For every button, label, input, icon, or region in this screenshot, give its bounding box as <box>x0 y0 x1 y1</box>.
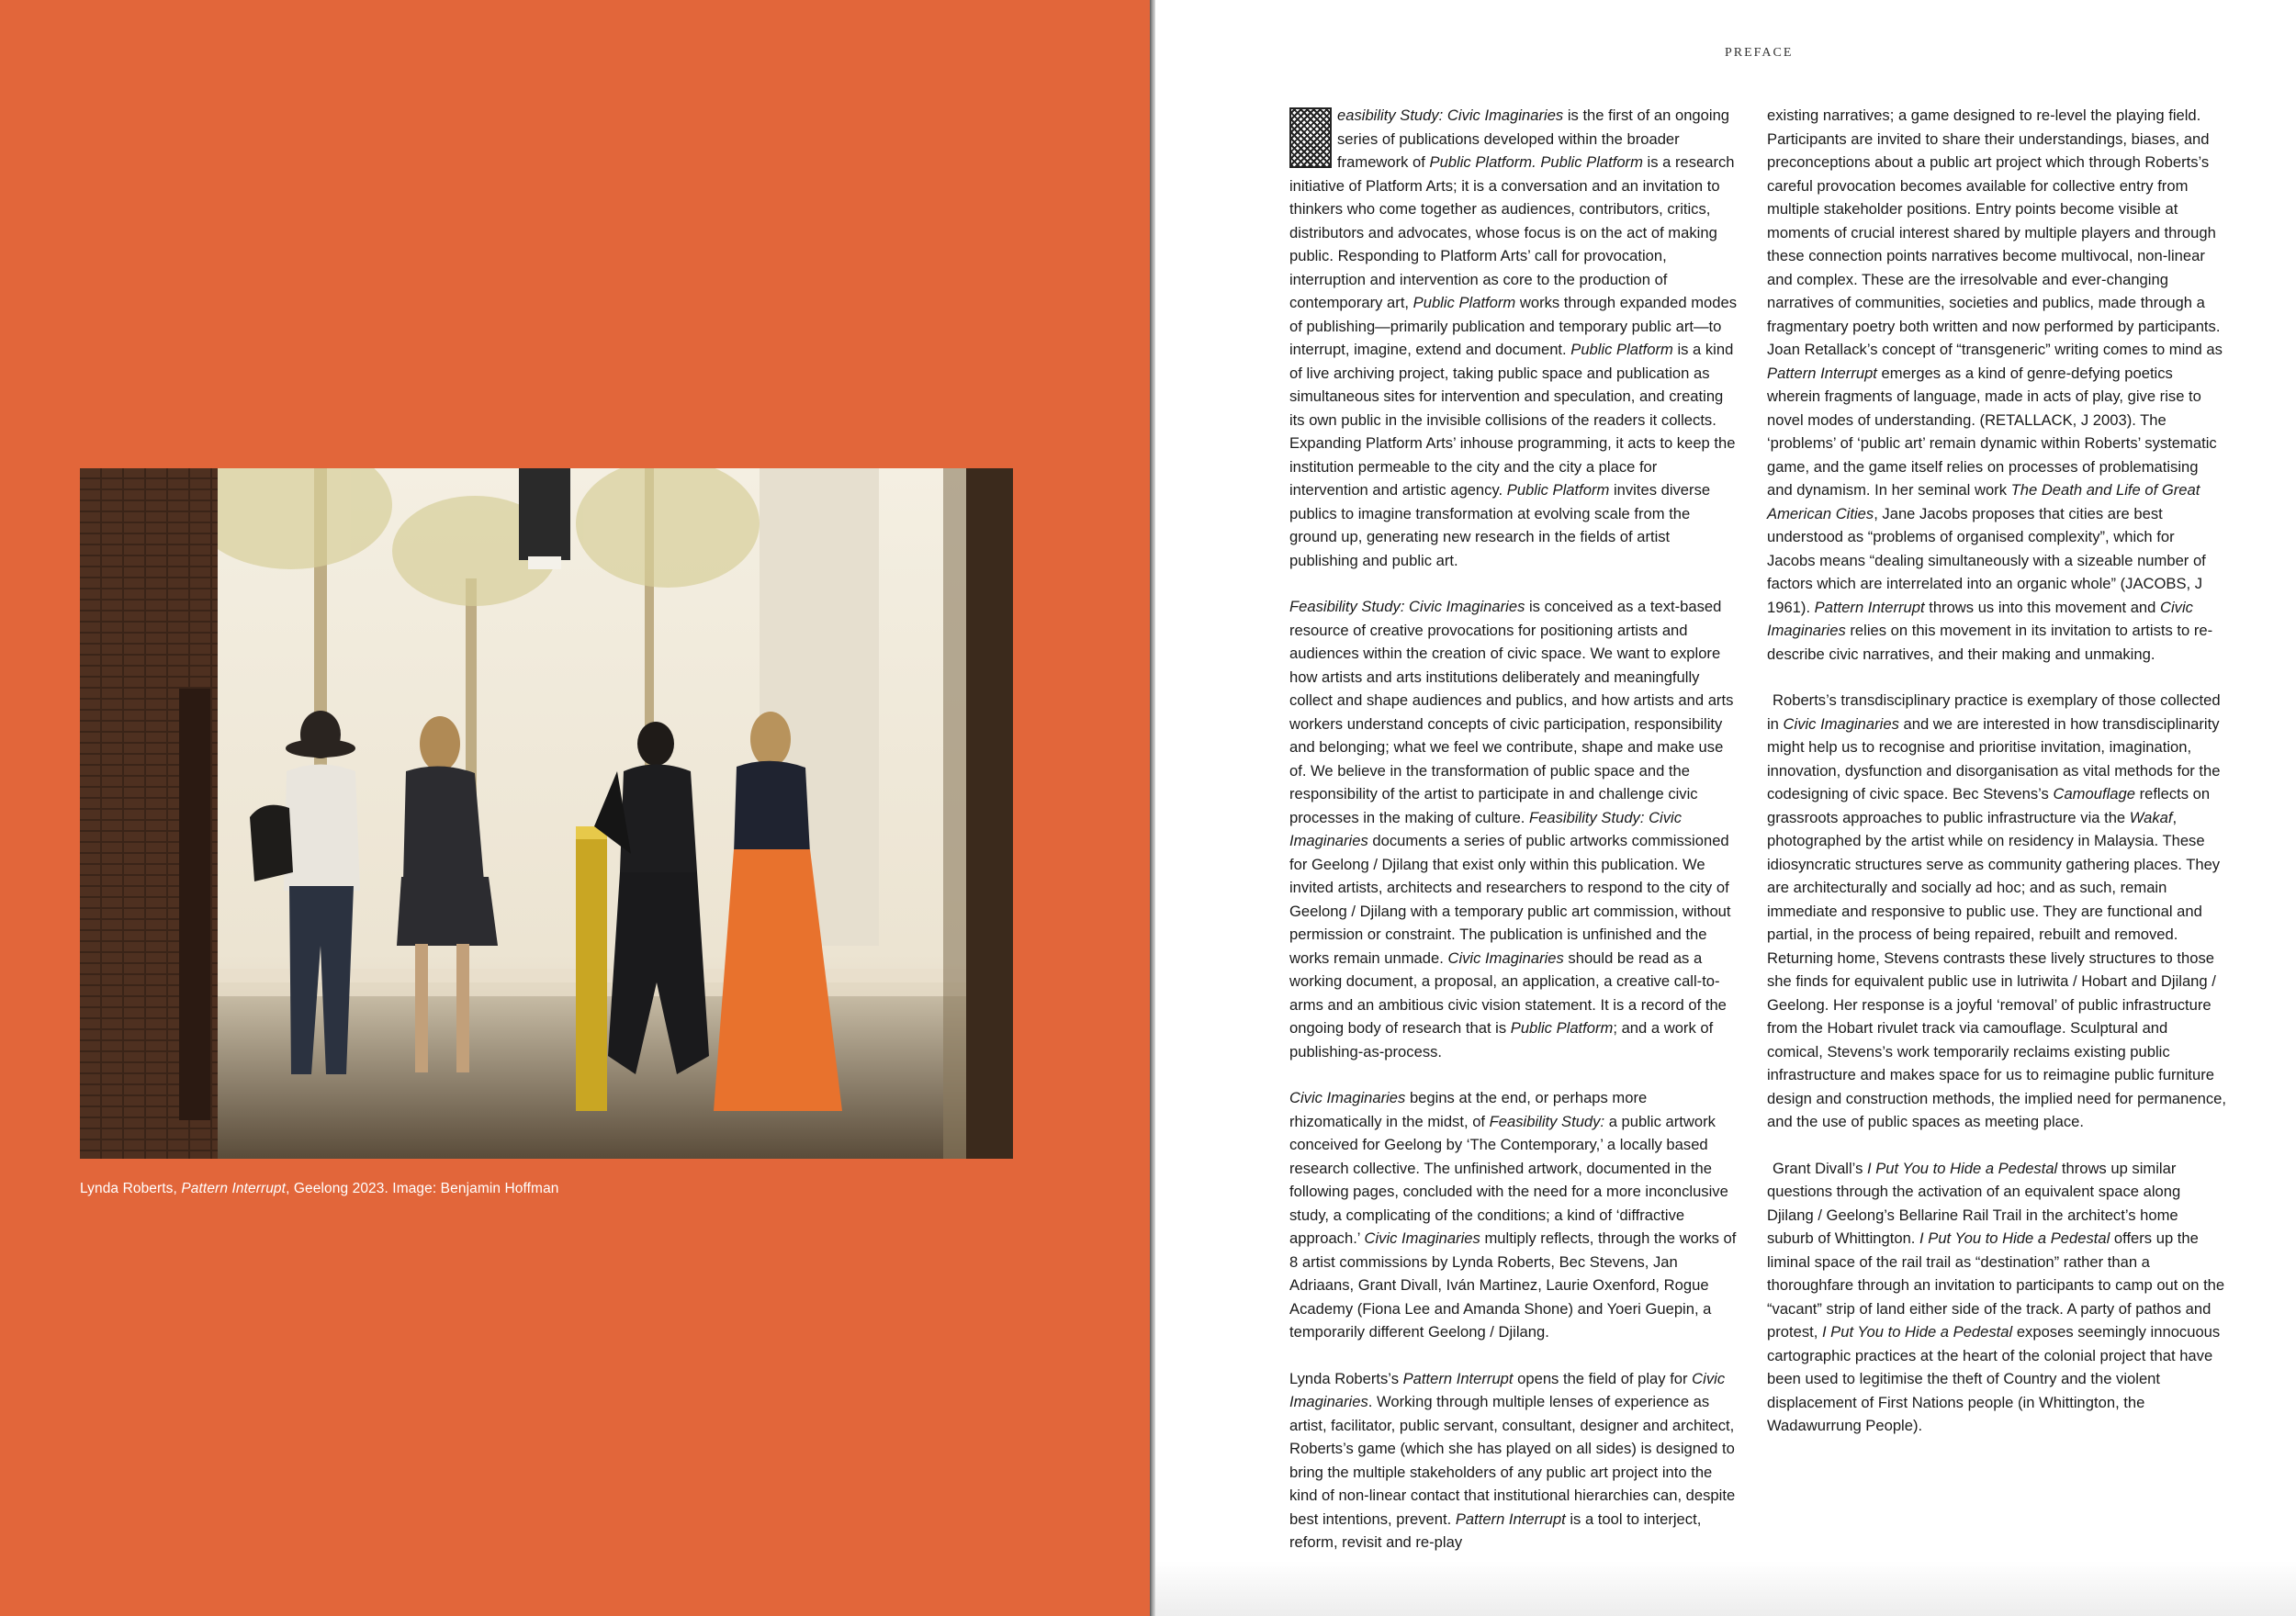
italic-title: Pattern Interrupt <box>1402 1369 1514 1387</box>
text-run: . Working through multiple lenses of experience as artist, facilitator, public servant, consultant, designer and architect, Roberts’s game (which she has played on all sides) is designed to bring the multiple stakeholders of any public art project into the kind of non-linear contact that institutional hierarchies can, despite best intentions, prevent. <box>1289 1393 1736 1528</box>
text-run: multiply reflects, through the works of 8 artist commissions by Lynda Roberts, Bec Stevens, Jan Adriaans, Grant Divall, Iván Martinez, Laurie Oxenford, Rogue Academy (Fiona Lee and Amanda Shone) and Yoeri Guepin, a temporarily different Geelong / Djilang. <box>1289 1229 1737 1341</box>
text-run: should be read as a working document, a proposal, an application, a creative call-to-arms and an ambitious civic vision statement. It is a record of the ongoing body of research that is <box>1289 948 1727 1037</box>
text-run: and we are interested in how transdisciplinarity might help us to recognise and prioritise invitation, imagination, innovation, dysfunction and disorganisation as vital methods for the codesigning of civic space. Bec Stevens’s <box>1767 714 2221 802</box>
paragraph <box>1767 104 2226 666</box>
italic-title: Civic Imaginaries <box>1364 1229 1480 1247</box>
italic-title: The Death and Life of Great American Cities <box>1767 481 2200 522</box>
text-run: is conceived as a text-based resource of creative provocations for positioning artists and audiences within the creation of civic space. We want to explore how artists and arts institutions deliberately and meaningfully collect and shape audiences and publics, and how artists and arts workers understand concepts of civic participation, responsibility and belonging; what we feel we contribute, shape and make use of. We believe in the transformation of public space and the responsibility of the artist to participate in and challenge civic processes in the making of culture. <box>1289 598 1734 826</box>
text-run: is a research initiative of Platform Arts; it is a conversation and an invitation to thinkers who come together as audiences, contributors, critics, distributors and advocates, whose focus is on the act of making public. Responding to Platform Arts’ call for provocation, interruption and intervention as core to the production of contemporary art, <box>1289 153 1735 311</box>
photograph <box>80 468 1013 1159</box>
paragraph <box>1767 1157 2226 1438</box>
italic-title: Public Platform. Public Platform <box>1429 153 1643 171</box>
italic-title: Feasibility Study: <box>1489 1112 1605 1130</box>
italic-title: Civic Imaginaries <box>1767 598 2193 639</box>
caption-work-title: Pattern Interrupt <box>181 1181 287 1196</box>
text-run: is a tool to interject, reform, revisit and re-play <box>1289 1509 1702 1551</box>
text-run: documents a series of public artworks commissioned for Geelong / Djilang that exist only within this publication. We invited artists, architects and researchers to respond to the city of Geelong / Djilang with a temporary public art commission, without permission or constraint. The publication is unfinished and the works remain unmade. <box>1289 832 1731 967</box>
text-run: reflects on grassroots approaches to public infrastructure via the <box>1767 785 2211 826</box>
italic-title: Civic Imaginaries <box>1289 1089 1406 1106</box>
text-run: throws up similar questions through the activation of an equivalent space along Djilang / Geelong’s Bellarine Rail Trail in the architect’s home suburb of Whittington. <box>1767 1159 2181 1247</box>
text-run: exposes seemingly innocuous cartographic practices at the heart of the colonial project that have been used to legitimise the theft of Country and the violent displacement of First Nations people (in Whittington, the Wadawurrung People). <box>1767 1323 2221 1434</box>
text-run: throws us into this movement and <box>1924 598 2160 616</box>
italic-title: Pattern Interrupt <box>1814 598 1925 616</box>
text-run: Lynda Roberts’s <box>1289 1369 1403 1387</box>
italic-title: Public Platform <box>1412 294 1516 311</box>
text-run: works through expanded modes of publishing—primarily publication and temporary public art—to interrupt, imagine, extend and document. <box>1289 294 1738 358</box>
caption-credit-end: , Geelong 2023. Image: Benjamin Hoffman <box>286 1181 559 1196</box>
text-run: a public artwork conceived for Geelong by ‘The Contemporary,’ a locally based research collective. The unfinished artwork, documented in the following pages, concluded with the need for a more inconclusive study, a complicating of the conditions; a kind of ‘diffractive approach.’ <box>1289 1112 1728 1247</box>
text-run: begins at the end, or perhaps more rhizomatically in the midst, of <box>1289 1089 1648 1130</box>
paragraph <box>1767 689 2226 1134</box>
text-run: Grant Divall’s <box>1773 1159 1867 1177</box>
paragraph <box>1289 104 1739 572</box>
italic-title: Wakaf <box>2129 808 2173 826</box>
italic-title: I Put You to Hide a Pedestal <box>1919 1229 2110 1247</box>
photo-caption <box>80 1181 559 1197</box>
italic-title: Civic Imaginaries <box>1783 714 1899 733</box>
decorative-dropcap-icon <box>1289 107 1332 168</box>
italic-title: Feasibility Study: Civic Imaginaries <box>1289 598 1525 615</box>
italic-title: Pattern Interrupt <box>1767 364 1877 382</box>
italic-title: Camouflage <box>2053 785 2135 802</box>
italic-title: Civic Imaginaries <box>1447 948 1564 967</box>
text-column-right <box>1767 104 2226 1461</box>
text-run: ; and a work of publishing-as-process. <box>1289 1019 1714 1060</box>
text-run: Roberts’s transdisciplinary practice is exemplary of those collected in <box>1767 691 2221 733</box>
italic-title: Public Platform <box>1510 1019 1614 1037</box>
italic-title: Public Platform <box>1570 341 1673 358</box>
italic-title: easibility Study: Civic Imaginaries <box>1337 107 1564 124</box>
paragraph <box>1289 595 1739 1063</box>
text-run: is the first of an ongoing series of publications developed within the broader framework of <box>1337 107 1730 171</box>
text-run: offers up the liminal space of the rail trail as “destination” rather than a thoroughfare through an invitation to participants to camp out on the “vacant” strip of land either side of the track. A party of pathos and protest, <box>1767 1229 2225 1341</box>
running-head: PREFACE <box>1725 46 1794 60</box>
text-column-left <box>1289 104 1739 1577</box>
italic-title: Public Platform <box>1506 481 1610 499</box>
text-run: , photographed by the artist while on residency in Malaysia. These idiosyncratic structures serve as community gathering places. They are architecturally and socially ad hoc; and as such, remain immediate and responsive to public use. They are functional and partial, in the process of being repaired, rebuilt and removed. Returning home, Stevens contrasts these lively structures to those she finds for equivalent public use in lutriwita / Hobart and Djilang / Geelong. Her response is a joyful ‘removal’ of public infrastructure from the Hobart rivulet track via camouflage. Sculptural and comical, Stevens’s work temporarily reclaims existing public infrastructure and makes space for us to reimagine public furniture design and construction methods, the implied need for permanence, and the use of public spaces as meeting place. <box>1767 808 2226 1130</box>
text-run: existing narratives; a game designed to re-level the playing field. Participants are invited to share their understandings, biases, and preconceptions about a public art project which through Roberts’s careful provocation becomes available for collective entry from multiple stakeholder positions. Entry points become visible at moments of crucial interest shared by multiple players and through these connection points narratives become multivocal, non-linear and complex. These are the irresolvable and ever-changing narratives of communities, societies and publics, made through a fragmentary poetry both written and now performed by participants. Joan Retallack’s concept of “transgeneric” writing comes to mind as <box>1767 107 2223 358</box>
text-run: emerges as a kind of genre-defying poetics wherein fragments of language, made in acts of play, give rise to novel modes of understanding. (RETALLACK, J 2003). The ‘problems’ of ‘public art’ remain dynamic within Roberts’ systematic game, and the game itself relies on processes of problematising and dynamism. In her seminal work <box>1767 364 2217 499</box>
italic-title: Feasibility Study: Civic Imaginaries <box>1289 808 1683 849</box>
photo-illustration <box>80 468 1013 1159</box>
paragraph <box>1289 1086 1739 1344</box>
italic-title: Civic Imaginaries <box>1289 1369 1726 1410</box>
text-run: is a kind of live archiving project, taking public space and publication as simultaneous sites for intervention and speculation, and creating its own public in the invisible collisions of the readers it collects. Expanding Platform Arts’ inhouse programming, it acts to keep the institution permeable to the city and the city a place for intervention and artistic agency. <box>1289 341 1736 499</box>
caption-credit-start: Lynda Roberts, <box>80 1181 182 1196</box>
italic-title: I Put You to Hide a Pedestal <box>1821 1323 2013 1341</box>
text-run: invites diverse publics to imagine transformation at evolving scale from the ground up, generating new research in the fields of artist publishing and public art. <box>1289 481 1711 569</box>
italic-title: Pattern Interrupt <box>1455 1509 1566 1528</box>
text-run: , Jane Jacobs proposes that cities are best understood as “problems of organised complexity”, which for Jacobs means “dealing simultaneously with a sizeable number of factors which are interrelated into an organic whole” (JACOBS, J 1961). <box>1767 504 2206 616</box>
text-run: opens the field of play for <box>1513 1369 1693 1387</box>
text-run: relies on this movement in its invitation to artists to re-describe civic narratives, and their making and unmaking. <box>1767 622 2213 663</box>
italic-title: I Put You to Hide a Pedestal <box>1866 1159 2058 1177</box>
paragraph <box>1289 1367 1739 1554</box>
